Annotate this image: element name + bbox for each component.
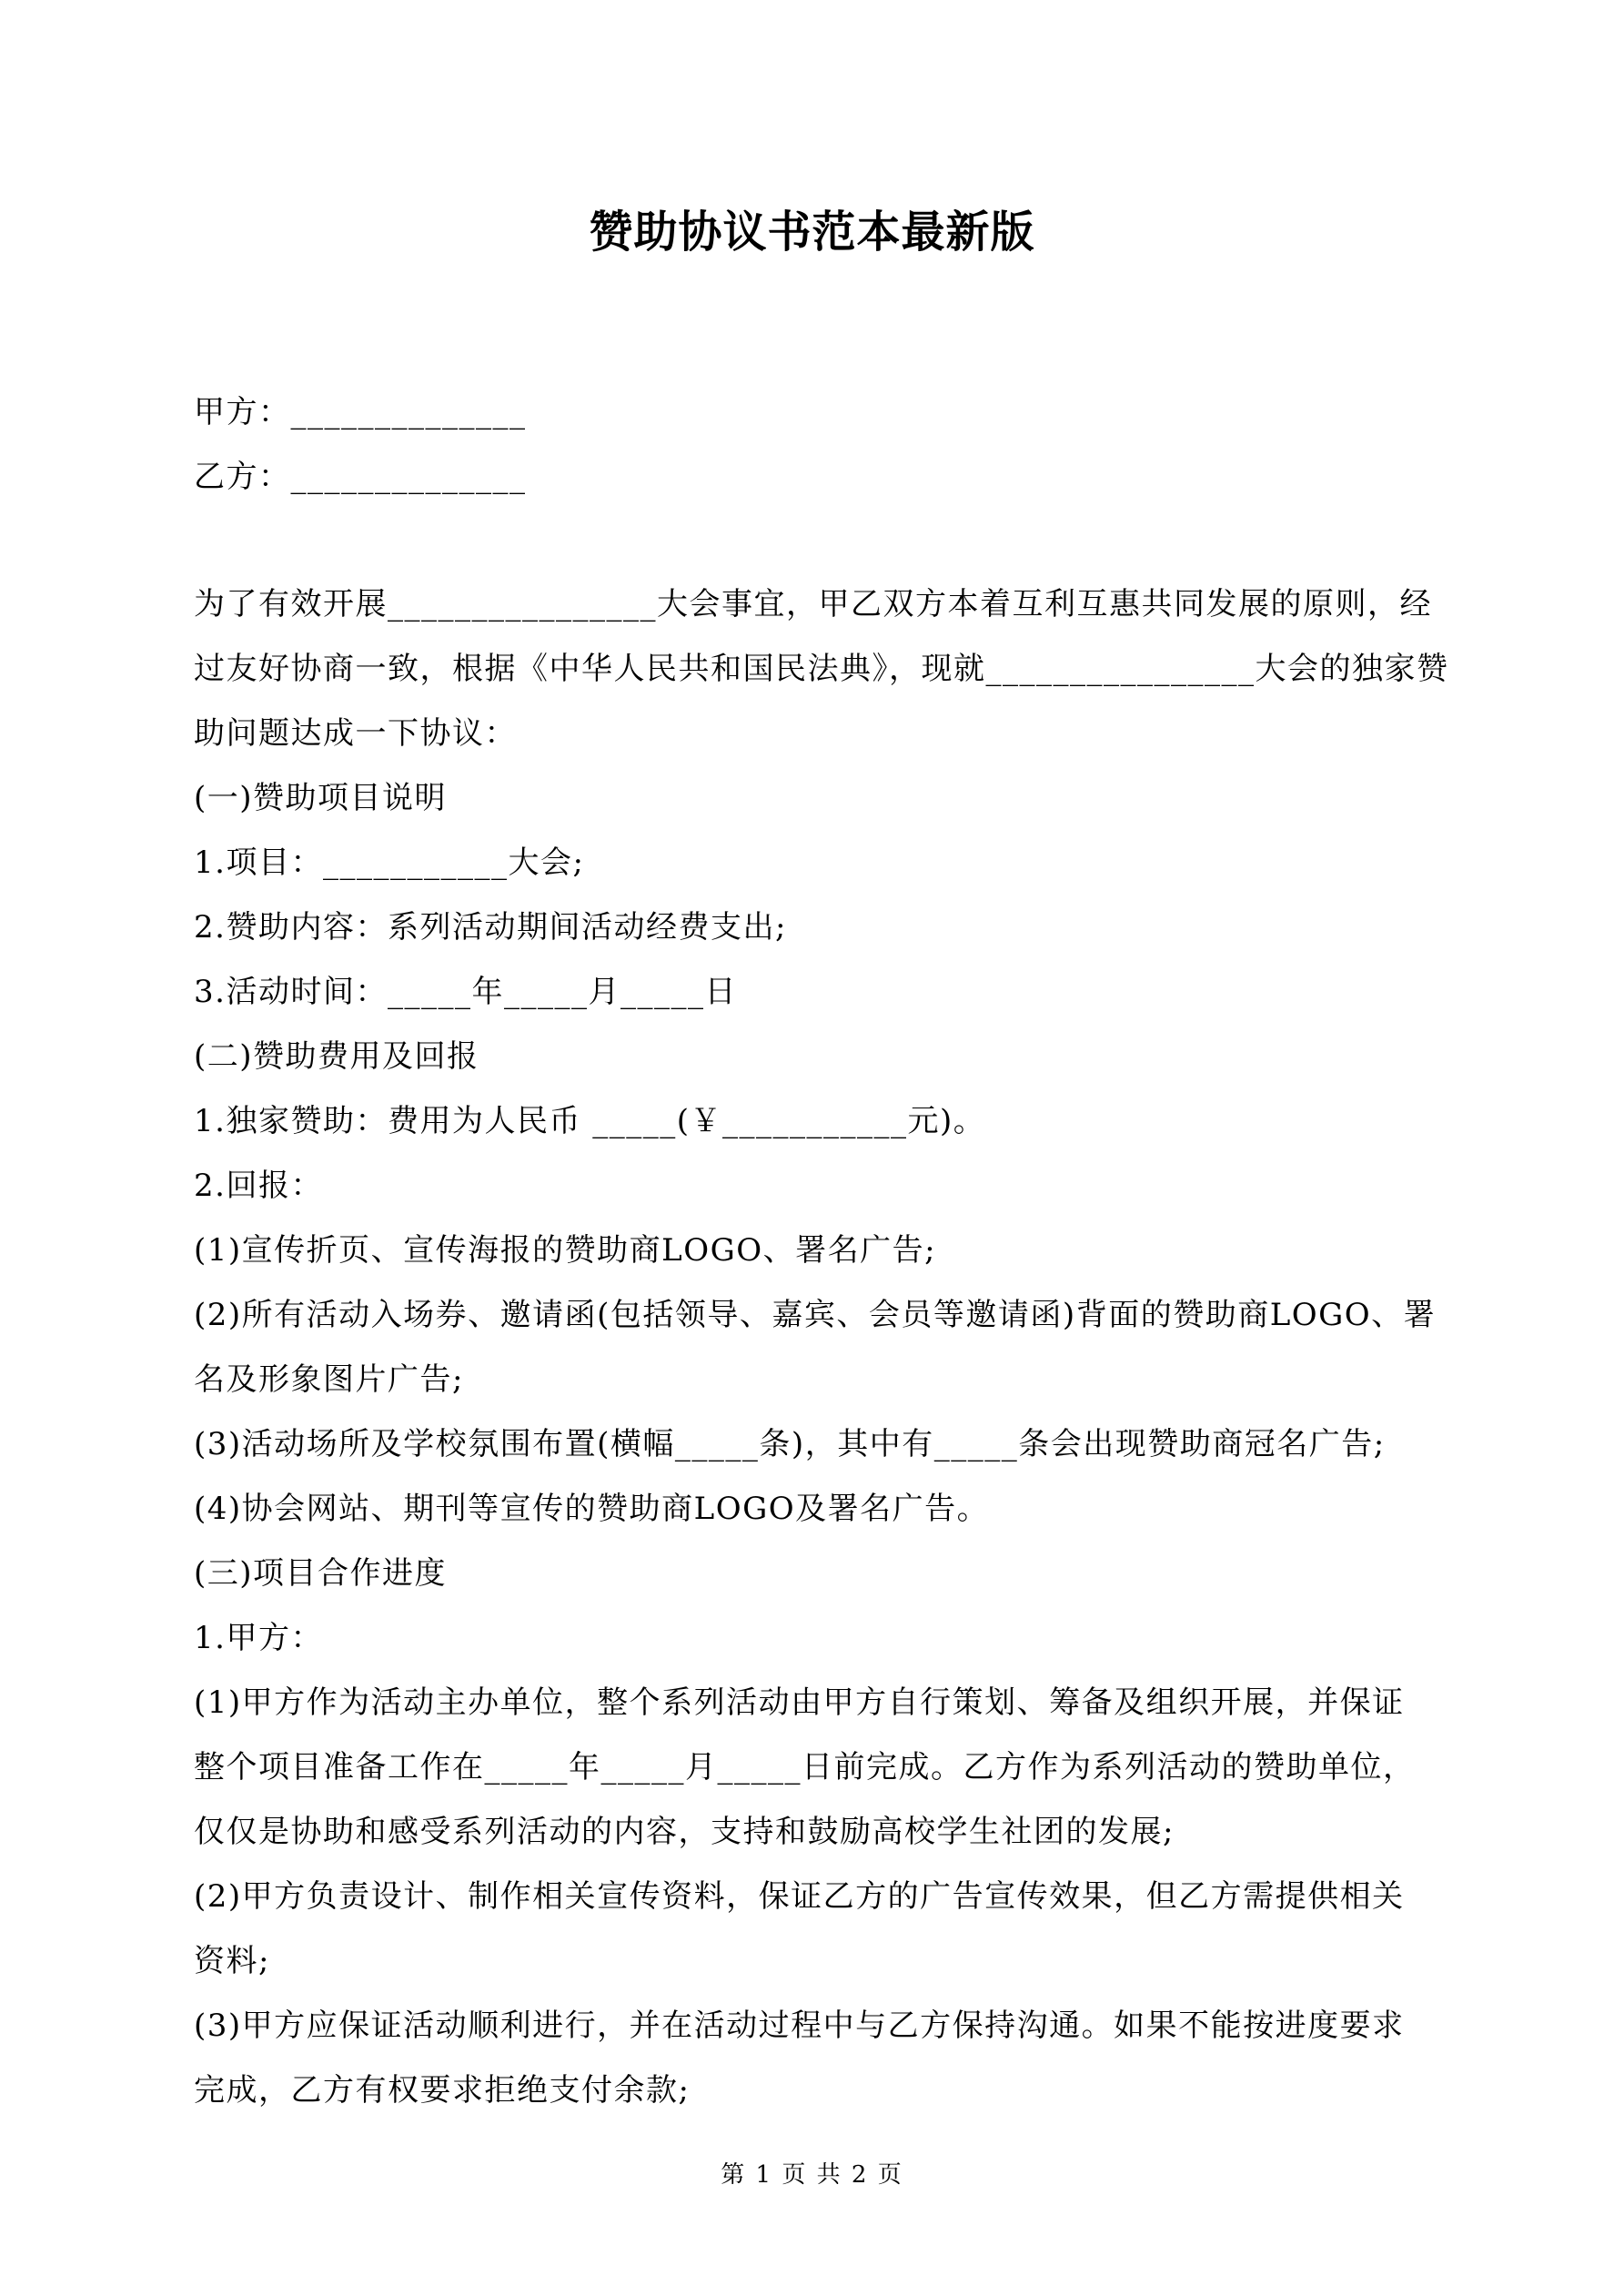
list-item: (3)活动场所及学校氛围布置(横幅_____条)，其中有_____条会出现赞助商冠名广告; — [194, 1426, 1386, 1462]
list-item: (3)甲方应保证活动顺利进行，并在活动过程中与乙方保持沟通。如果不能按进度要求 — [194, 2008, 1405, 2044]
page-indicator: 第 1 页 共 2 页 — [721, 2161, 903, 2189]
preamble-line-3: 助问题达成一下协议： — [194, 715, 517, 752]
page-title: 赞助协议书范本最新版 — [589, 207, 1035, 258]
party-b-line: 乙方：______________ — [194, 459, 527, 495]
preamble-line-2: 过友好协商一致，根据《中华人民共和国民法典》，现就________________大会的独家赞 — [194, 651, 1449, 687]
list-item: (4)协会网站、期刊等宣传的赞助商LOGO及署名广告。 — [194, 1491, 990, 1527]
list-item: (2)甲方负责设计、制作相关宣传资料，保证乙方的广告宣传效果，但乙方需提供相关 — [194, 1878, 1405, 1915]
list-item: 1.独家赞助：费用为人民币 _____(￥___________元)。 — [194, 1103, 986, 1139]
list-item: 2.赞助内容：系列活动期间活动经费支出; — [194, 909, 787, 946]
list-item: 资料; — [194, 1943, 270, 1979]
preamble-line-1: 为了有效开展________________大会事宜，甲乙双方本着互利互惠共同发展的原则，经 — [194, 586, 1432, 622]
list-item: 3.活动时间：_____年_____月_____日 — [194, 974, 737, 1010]
list-item: (1)宣传折页、宣传海报的赞助商LOGO、署名广告; — [194, 1232, 937, 1269]
section-heading-2: (二)赞助费用及回报 — [194, 1038, 479, 1075]
list-item: 名及形象图片广告; — [194, 1361, 464, 1398]
list-item: (2)所有活动入场券、邀请函(包括领导、嘉宾、会员等邀请函)背面的赞助商LOGO、署 — [194, 1297, 1437, 1333]
party-a-line: 甲方：______________ — [194, 394, 527, 430]
list-item: 完成，乙方有权要求拒绝支付余款; — [194, 2072, 691, 2109]
list-item: (1)甲方作为活动主办单位，整个系列活动由甲方自行策划、筹备及组织开展，并保证 — [194, 1684, 1405, 1721]
list-item: 2.回报： — [194, 1168, 323, 1204]
section-heading-3: (三)项目合作进度 — [194, 1555, 448, 1592]
list-item: 1.甲方： — [194, 1620, 323, 1656]
list-item: 整个项目准备工作在_____年_____月_____日前完成。乙方作为系列活动的赞助单位， — [194, 1749, 1416, 1785]
list-item: 仅仅是协助和感受系列活动的内容，支持和鼓励高校学生社团的发展; — [194, 1814, 1175, 1850]
list-item: 1.项目：___________大会; — [194, 845, 585, 881]
section-heading-1: (一)赞助项目说明 — [194, 780, 448, 816]
